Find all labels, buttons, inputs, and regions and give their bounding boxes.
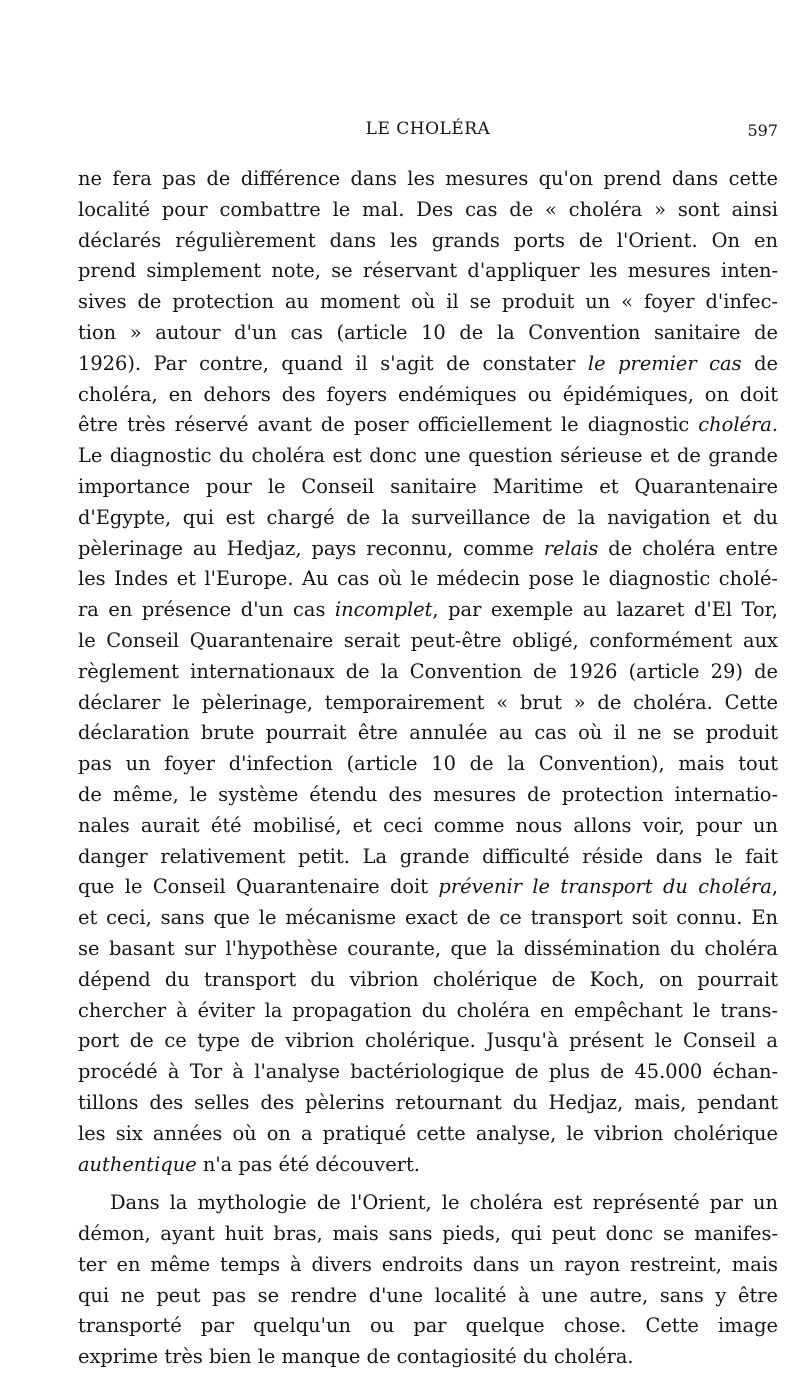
text-line: ra en présence d'un cas incomplet, par exemple au lazaret d'El Tor, <box>78 598 778 622</box>
text-line: déclarés régulièrement dans les grands ports de l'Orient. On en <box>78 228 778 252</box>
italic-phrase: choléra. <box>698 413 778 437</box>
text-line: nales aurait été mobilisé, et ceci comme nous allons voir, pour un <box>78 813 778 837</box>
page-header <box>78 117 778 147</box>
text-line: d'Egypte, qui est chargé de la surveillance de la navigation et du <box>78 505 778 529</box>
text-line: importance pour le Conseil sanitaire Maritime et Quarantenaire <box>78 474 778 498</box>
text-line: se basant sur l'hypothèse courante, que la dissémination du choléra <box>78 936 778 960</box>
text-line: déclaration brute pourrait être annulée au cas où il ne se produit <box>78 721 778 745</box>
text-line: procédé à Tor à l'analyse bactériologique de plus de 45.000 échan- <box>78 1060 778 1084</box>
text-line: pas un foyer d'infection (article 10 de la Convention), mais tout <box>78 752 778 776</box>
italic-phrase: prévenir le transport du choléra <box>438 875 772 899</box>
body-text <box>78 164 778 1373</box>
text-line: transporté par quelqu'un ou par quelque chose. Cette image <box>78 1314 778 1338</box>
italic-phrase: incomplet <box>334 598 433 622</box>
text-line: ne fera pas de différence dans les mesures qu'on prend dans cette <box>78 167 778 190</box>
text-line: tillons des selles des pèlerins retournant du Hedjaz, mais, pendant <box>78 1090 778 1114</box>
text-line: authentique n'a pas été découvert. <box>78 1152 420 1176</box>
text-line: tion » autour d'un cas (article 10 de la Convention sanitaire de <box>78 320 778 344</box>
paragraph <box>78 164 778 1180</box>
text-line: exprime très bien le manque de contagiosité du choléra. <box>78 1345 634 1369</box>
text-line: Dans la mythologie de l'Orient, le choléra est représenté par un <box>110 1191 778 1215</box>
paragraph-gap <box>78 1180 778 1188</box>
running-title: LE CHOLÉRA <box>365 119 491 139</box>
text-line: 1926). Par contre, quand il s'agit de constater le premier cas de <box>78 351 778 375</box>
text-line: danger relativement petit. La grande difficulté réside dans le fait <box>78 844 778 868</box>
text-line: les six années où on a pratiqué cette analyse, le vibrion cholérique <box>78 1121 778 1145</box>
text-line: qui ne peut pas se rendre d'une localité à une autre, sans y être <box>78 1283 778 1307</box>
text-line: le Conseil Quarantenaire serait peut-être obligé, conformément aux <box>78 628 778 652</box>
text-line: port de ce type de vibrion cholérique. Jusqu'à présent le Conseil a <box>78 1029 778 1053</box>
italic-phrase: le premier cas <box>587 351 742 375</box>
text-line: règlement internationaux de la Convention de 1926 (article 29) de <box>78 659 778 683</box>
text-line: être très réservé avant de poser officiellement le diagnostic choléra. <box>78 413 778 437</box>
text-line: démon, ayant huit bras, mais sans pieds, qui peut donc se manifes- <box>78 1222 778 1246</box>
page-number: 597 <box>747 121 778 140</box>
text-line: choléra, en dehors des foyers endémiques ou épidémiques, on doit <box>78 382 778 406</box>
text-line: localité pour combattre le mal. Des cas de « choléra » sont ainsi <box>78 197 778 221</box>
paragraph <box>78 1188 778 1373</box>
text-line: dépend du transport du vibrion cholérique de Koch, on pourrait <box>78 967 778 991</box>
text-line: que le Conseil Quarantenaire doit prévenir le transport du choléra, <box>78 875 778 899</box>
text-line: déclarer le pèlerinage, temporairement « brut » de choléra. Cette <box>78 690 778 714</box>
italic-phrase: relais <box>543 536 599 560</box>
text-line: sives de protection au moment où il se produit un « foyer d'infec- <box>78 290 778 314</box>
text-line: prend simplement note, se réservant d'appliquer les mesures inten- <box>78 259 778 283</box>
text-line: de même, le système étendu des mesures de protection internatio- <box>78 782 778 806</box>
italic-phrase: authentique <box>78 1152 197 1176</box>
text-line: ter en même temps à divers endroits dans un rayon restreint, mais <box>78 1252 778 1276</box>
text-line: pèlerinage au Hedjaz, pays reconnu, comme relais de choléra entre <box>78 536 778 560</box>
text-line: les Indes et l'Europe. Au cas où le médecin pose le diagnostic cholé- <box>78 567 778 591</box>
text-line: chercher à éviter la propagation du choléra en empêchant le trans- <box>78 998 778 1022</box>
text-line: Le diagnostic du choléra est donc une question sérieuse et de grande <box>78 444 778 468</box>
text-line: et ceci, sans que le mécanisme exact de ce transport soit connu. En <box>78 906 778 930</box>
